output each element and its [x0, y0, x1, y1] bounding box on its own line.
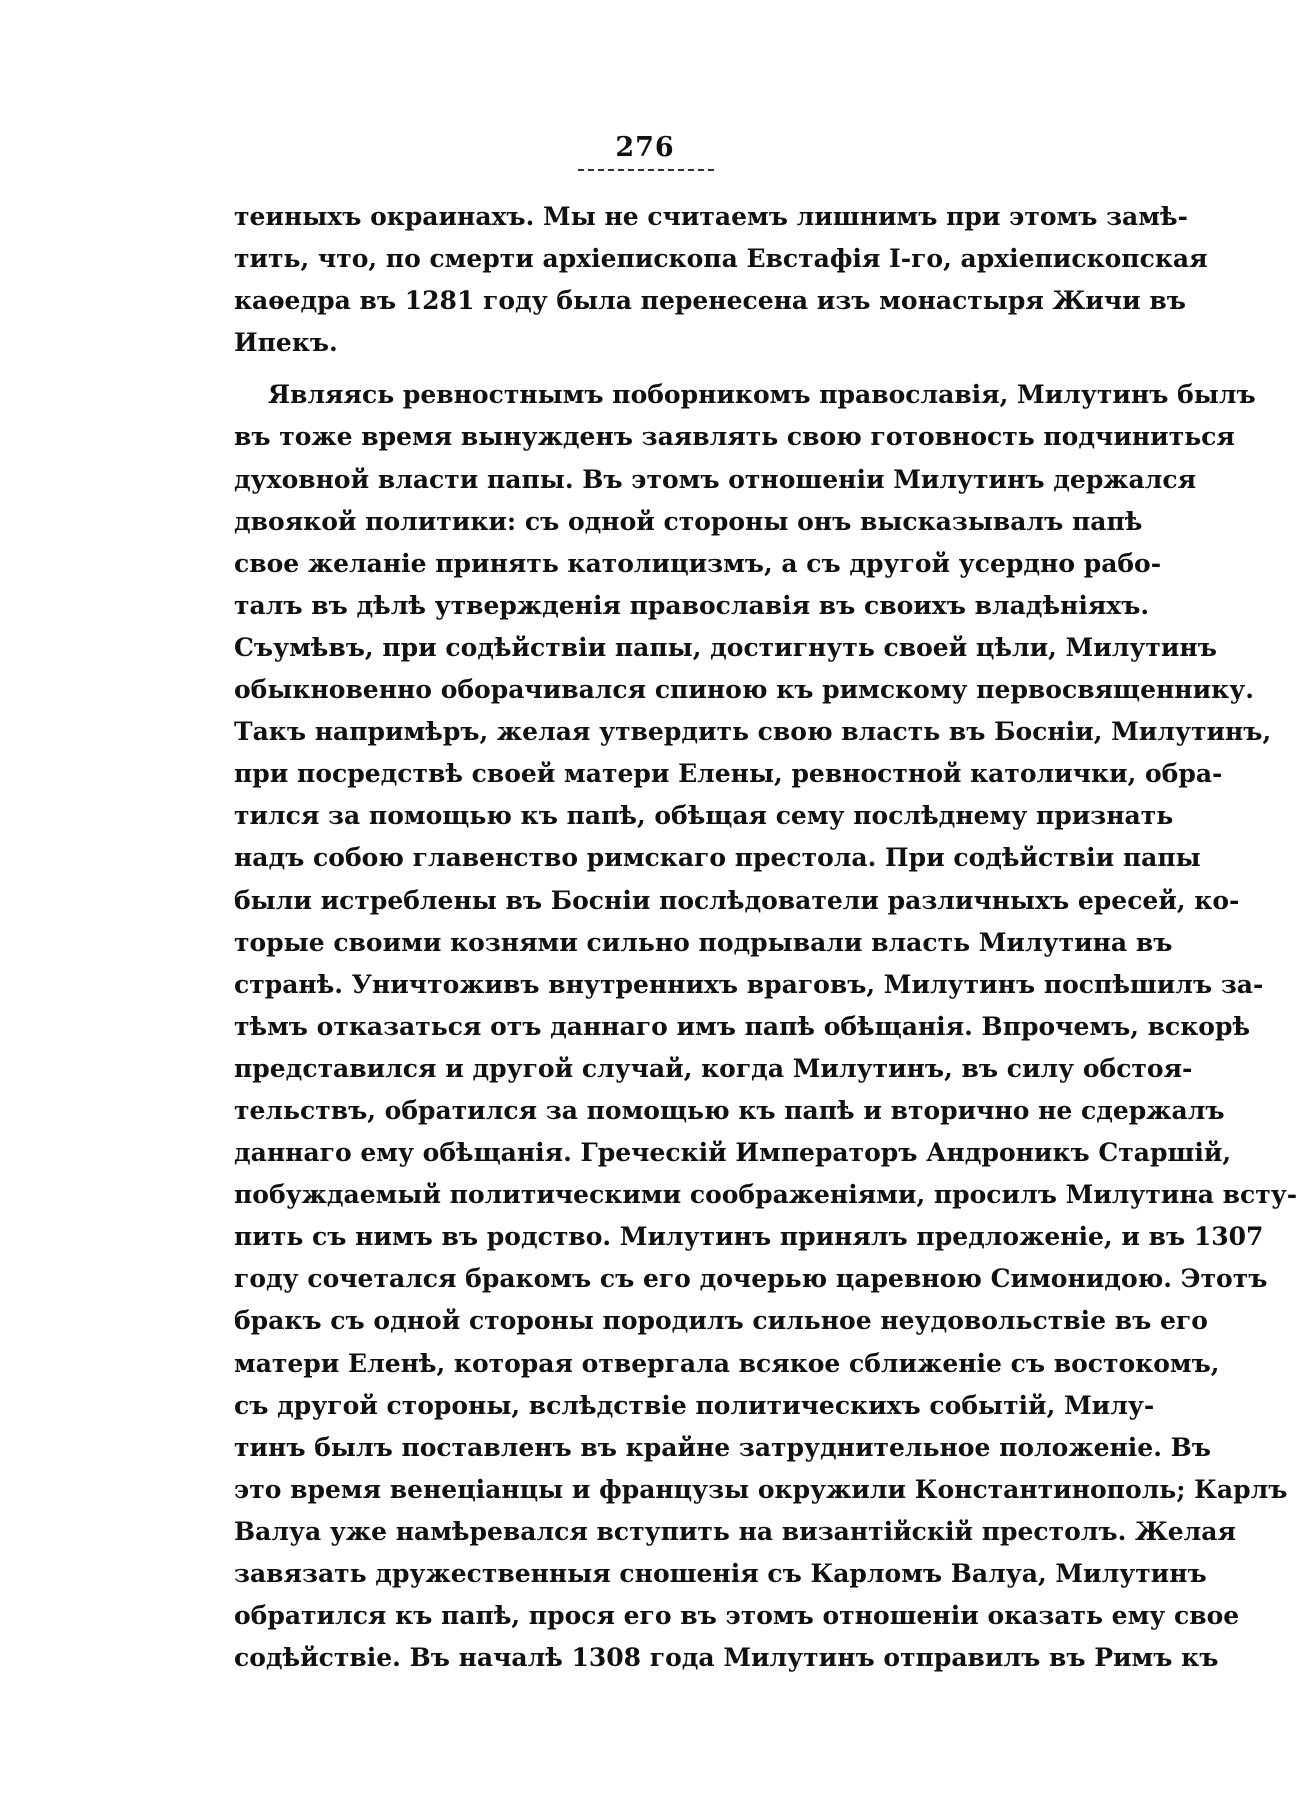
text-line: пить съ нимъ въ родство. Милутинъ принялъ предложеніе, и въ 1307	[234, 1222, 1264, 1252]
paragraph-2	[234, 374, 1297, 1679]
text-line: были истреблены въ Босніи послѣдователи различныхъ ересей, ко-	[234, 885, 1240, 915]
text-line: даннаго ему обѣщанія. Греческій Императоръ Андроникъ Старшій,	[234, 1138, 1232, 1168]
text-line: при посредствѣ своей матери Елены, ревностной католички, обра-	[234, 759, 1223, 789]
page-number-rule	[578, 169, 714, 171]
text-line: торые своими кознями сильно подрывали власть Милутина въ	[234, 927, 1173, 957]
text-line: Ипекъ.	[234, 328, 338, 358]
text-line: тился за помощью къ папѣ, обѣщая сему послѣднему признать	[234, 801, 1174, 831]
text-line: завязать дружественныя сношенія съ Карломъ Валуа, Милутинъ	[234, 1559, 1207, 1588]
text-line: представился и другой случай, когда Милутинъ, въ силу обстоя-	[234, 1053, 1193, 1083]
text-line: году сочетался бракомъ съ его дочерью царевною Симонидою. Этотъ	[234, 1264, 1268, 1294]
page-number: 276	[615, 132, 675, 163]
text-line: тѣмъ отказаться отъ даннаго имъ папѣ обѣщанія. Впрочемъ, вскорѣ	[234, 1011, 1251, 1041]
text-line: духовной власти папы. Въ этомъ отношеніи Милутинъ держался	[234, 464, 1197, 494]
text-line: матери Еленѣ, которая отвергала всякое сближеніе съ востокомъ,	[234, 1348, 1220, 1378]
text-line: странѣ. Уничтоживъ внутреннихъ враговъ, Милутинъ поспѣшилъ за-	[234, 969, 1264, 999]
text-line: обыкновенно оборачивался спиною къ римскому первосвященнику.	[234, 675, 1254, 705]
text-line: въ тоже время вынужденъ заявлять свою готовность подчиниться	[234, 422, 1235, 452]
text-line: Съумѣвъ, при содѣйствіи папы, достигнуть своей цѣли, Милутинъ	[234, 632, 1217, 662]
text-line: обратился къ папѣ, прося его въ этомъ отношеніи оказать ему свое	[234, 1601, 1240, 1631]
text-line: бракъ съ одной стороны породилъ сильное неудовольствіе въ его	[234, 1306, 1208, 1336]
paragraph-gap	[234, 364, 1062, 374]
text-line: содѣйствіе. Въ началѣ 1308 года Милутинъ отправилъ въ Римъ къ	[234, 1643, 1219, 1673]
text-line: это время венеціанцы и французы окружили Константинополь; Карлъ	[234, 1474, 1288, 1504]
text-line: теиныхъ окраинахъ. Мы не считаемъ лишнимъ при этомъ замѣ-	[234, 202, 1188, 231]
text-line: Такъ напримѣръ, желая утвердить свою власть въ Босніи, Милутинъ,	[234, 717, 1272, 747]
text-line: двоякой политики: съ одной стороны онъ высказывалъ папѣ	[234, 506, 1143, 536]
body-text	[234, 196, 1297, 1679]
text-line: каѳедра въ 1281 году была перенесена изъ монастыря Жичи въ	[234, 286, 1186, 316]
text-line: побуждаемый политическими соображеніями, просилъ Милутина всту-	[234, 1180, 1297, 1210]
text-line: талъ въ дѣлѣ утвержденія православія въ своихъ владѣніяхъ.	[234, 590, 1150, 620]
paragraph-1	[234, 196, 1208, 364]
text-line: свое желаніе принять католицизмъ, а съ другой усердно рабо-	[234, 548, 1162, 578]
text-line: съ другой стороны, вслѣдствіе политическихъ событій, Милу-	[234, 1390, 1155, 1420]
text-line: Валуа уже намѣревался вступить на византійскій престолъ. Желая	[234, 1516, 1236, 1546]
text-line: тить, что, по смерти архіепископа Евстафія I-го, архіепископская	[234, 244, 1208, 274]
text-line: тельствъ, обратился за помощью къ папѣ и вторично не сдержалъ	[234, 1095, 1225, 1125]
text-line: тинъ былъ поставленъ въ крайне затруднительное положеніе. Въ	[234, 1432, 1211, 1462]
text-line: Являясь ревностнымъ поборникомъ православія, Милутинъ былъ	[268, 380, 1256, 410]
text-line: надъ собою главенство римскаго престола. При содѣйствіи папы	[234, 843, 1201, 873]
